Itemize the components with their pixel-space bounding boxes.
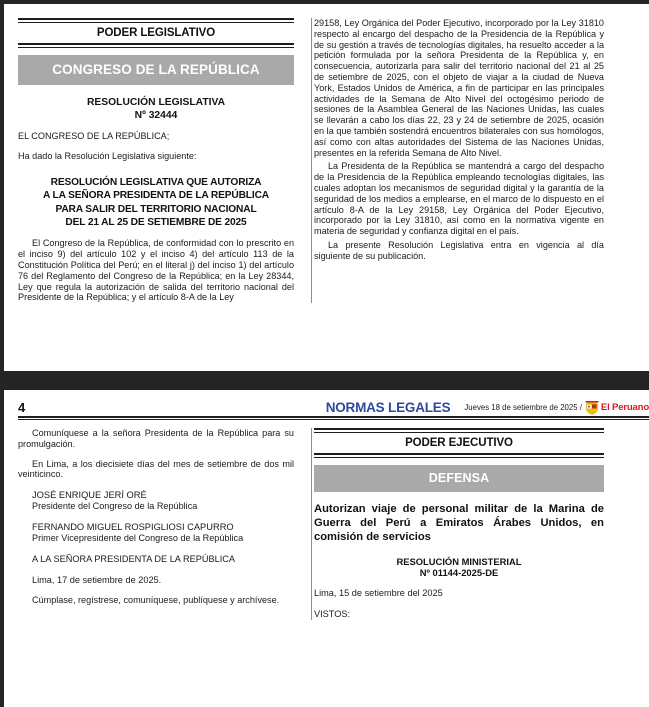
running-head xyxy=(18,398,649,422)
ministerial-place-date: Lima, 15 de setiembre del 2025 xyxy=(314,587,443,598)
exec-header-rule-bottom xyxy=(314,453,604,458)
resolution-heading xyxy=(18,97,294,122)
addressee-line: A LA SEÑORA PRESIDENTA DE LA REPÚBLICA xyxy=(32,554,236,565)
publisher-logo xyxy=(582,400,649,415)
branch-title: PODER LEGISLATIVO xyxy=(96,26,216,39)
resolution-kind: RESOLUCIÓN LEGISLATIVA xyxy=(86,96,226,108)
entity-banner-defensa: DEFENSA xyxy=(314,465,604,492)
masthead-normas-legales: NORMAS LEGALES xyxy=(325,399,451,415)
right-body-paragraph-2: La Presidenta de la República se mantendrá a cargo del despacho de la Presidencia de la República empleando tecnologías digitales, las cuales adoptan los mecanismos de seguridad digital y la garantía de la seguridad de los medios a emplearse, en el marco de lo dispuesto en el artículo 8-A de la Ley 29158, Ley Orgánica del Poder Ejecutivo, incorporado por la Ley 31810, así como en la normativa vigente en materia de seguridad y confianza digital en el país. xyxy=(314,161,604,237)
right-body-paragraph-3: La presente Resolución Legislativa entra en vigencia al día siguiente de su publicación. xyxy=(314,239,604,261)
signer-1-role: Presidente del Congreso de la República xyxy=(32,501,198,512)
signer-1-name: JOSÉ ENRIQUE JERÍ ORÉ xyxy=(32,490,147,501)
page-top-right-column xyxy=(304,18,604,303)
resolution-number: Nº 32444 xyxy=(134,109,178,121)
place-date-line: Lima, 17 de setiembre de 2025. xyxy=(32,575,162,586)
peru-coat-of-arms-icon xyxy=(585,400,599,415)
header-rule-bottom xyxy=(18,43,294,48)
title-line-4: DEL 21 AL 25 DE SETIEMBRE DE 2025 xyxy=(65,216,247,228)
preamble-line-2: Ha dado la Resolución Legislativa siguiente: xyxy=(18,150,197,161)
page-separator xyxy=(0,371,649,390)
document-page-bottom xyxy=(0,390,649,707)
entity-banner-congreso: CONGRESO DE LA REPÚBLICA xyxy=(18,55,294,85)
ministerial-resolution-number: Nº 01144-2025-DE xyxy=(419,566,499,578)
page-bottom-right-column xyxy=(304,428,604,620)
page-top-left-column xyxy=(18,18,304,303)
poder-legislativo-header xyxy=(18,18,294,48)
page-top-columns xyxy=(18,18,618,303)
vistos-label: VISTOS: xyxy=(314,608,351,619)
title-line-1: RESOLUCIÓN LEGISLATIVA QUE AUTORIZA xyxy=(50,176,262,188)
page-number: 4 xyxy=(18,399,26,415)
page-bottom-columns xyxy=(18,428,618,620)
left-body-paragraph: El Congreso de la República, de conformidad con lo prescrito en el inciso 9) del artículo 102 y el inciso 4) del artículo 113 de la Constitución Política del Perú; en el literal j) del inciso 1) del artículo 76 del Reglamento del Congreso de la República; en la Ley 28344, Ley que regula la autorización de salida del territorio nacional del Presidente de la República; y el artículo 8-A de la Ley xyxy=(18,238,294,303)
poder-ejecutivo-header xyxy=(314,428,604,458)
exec-branch-title: PODER EJECUTIVO xyxy=(405,436,513,449)
preamble-line-1: EL CONGRESO DE LA REPÚBLICA; xyxy=(18,131,170,142)
ministerial-resolution-kind: RESOLUCIÓN MINISTERIAL xyxy=(396,555,522,567)
signer-2-name: FERNANDO MIGUEL ROSPIGLIOSI CAPURRO xyxy=(32,522,234,533)
issue-date: Jueves 18 de setiembre de 2025 / xyxy=(464,402,582,412)
title-line-2: A LA SEÑORA PRESIDENTA DE LA REPÚBLICA xyxy=(43,190,269,202)
en-lima-paragraph: En Lima, a los diecisiete días del mes de setiembre de dos mil veinticinco. xyxy=(18,458,294,480)
ministerial-resolution-heading xyxy=(314,556,604,578)
running-head-rule-thick xyxy=(18,416,649,418)
resolution-title-block xyxy=(18,176,294,230)
title-line-3: PARA SALIR DEL TERRITORIO NACIONAL xyxy=(55,203,257,215)
publisher-name: El Peruano xyxy=(600,401,649,413)
right-body-paragraph-1: 29158, Ley Orgánica del Poder Ejecutivo, incorporado por la Ley 31810 respecto al encargo del despacho de la Presidencia de la República y de su gestión a través de tecnologías digitales, ha resuelto acceder a la petición formulada por la señora Presidenta de la República y, en consecuencia, autorizarla para salir del territorio nacional del 21 al 25 de setiembre de 2025, con el objeto de viajar a la ciudad de Nueva York, Estados Unidos de América, a fin de participar en las principales actividades de la Semana de Alto Nivel del octogésimo periodo de sesiones de la Asamblea General de las Naciones Unidas, las cuales se llevarán a cabo los días 22, 23 y 24 de setiembre de 2025, ocasión en la que también sostendrá encuentros bilaterales con sus homólogos, así como con altas autoridades del Sistema de las Naciones Unidas, presentes en la referida Semana de Alto Nivel. xyxy=(314,18,604,158)
signer-2-role: Primer Vicepresidente del Congreso de la República xyxy=(32,533,244,544)
comuniquese-paragraph: Comuníquese a la señora Presidenta de la República para su promulgación. xyxy=(18,428,294,449)
closing-paragraph: Cúmplase, regístrese, comuníquese, publíquese y archívese. xyxy=(32,595,280,606)
article-summary: Autorizan viaje de personal militar de la Marina de Guerra del Perú a Emiratos Árabes Unidos, en comisión de servicios xyxy=(314,502,604,543)
page-bottom-left-column xyxy=(18,428,304,620)
running-head-rule-thin xyxy=(18,419,649,420)
